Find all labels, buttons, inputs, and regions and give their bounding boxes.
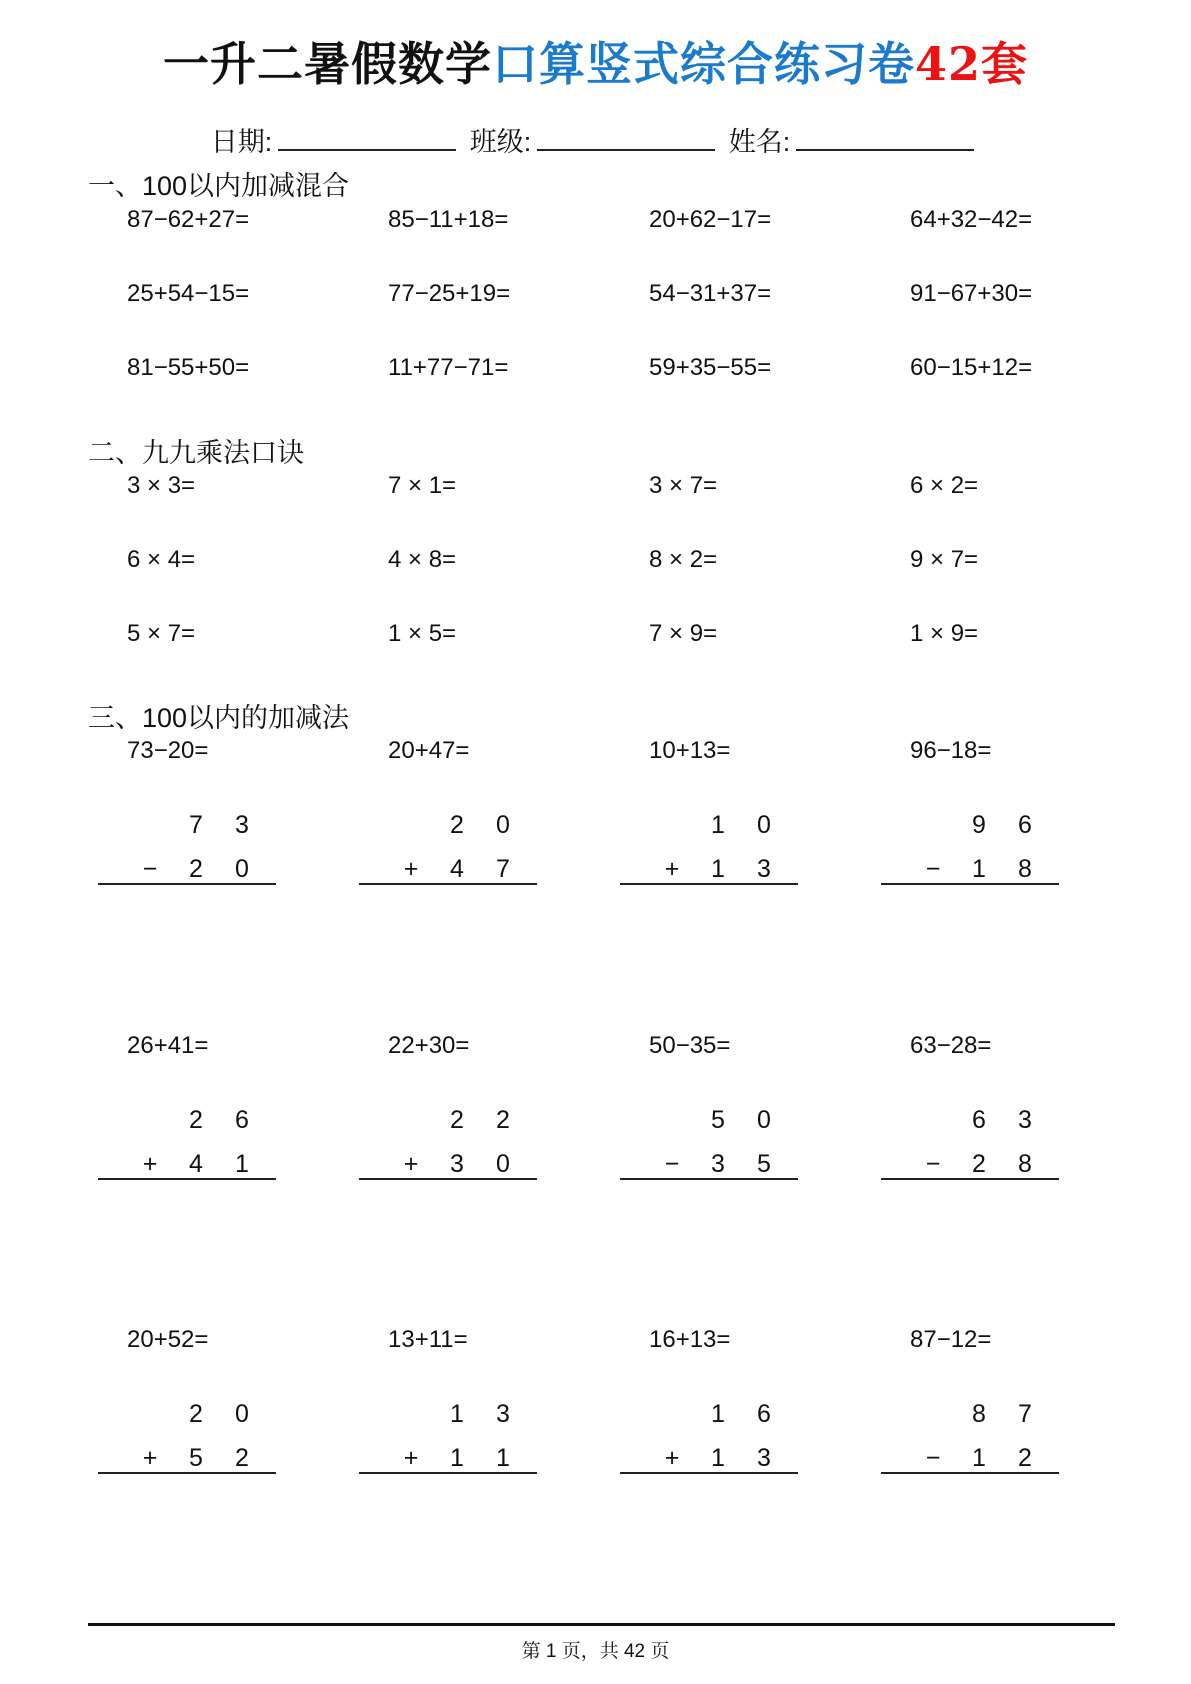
bottom-ones-digit: 3	[757, 1444, 771, 1472]
operator-sign: −	[925, 1444, 941, 1472]
operator-sign: +	[664, 1444, 680, 1472]
section1-title: 一、100以内加减混合	[88, 171, 350, 201]
top-tens-digit: 2	[189, 1400, 203, 1428]
problem-expression: 87−12=	[910, 1326, 992, 1353]
problem-expression: 13+11=	[388, 1326, 468, 1353]
answer-line	[98, 883, 276, 885]
bottom-tens-digit: 3	[711, 1150, 725, 1178]
date-label: 日期:	[210, 127, 273, 157]
problem-item: 7 × 1=	[388, 472, 457, 499]
answer-line	[359, 1472, 537, 1474]
bottom-tens-digit: 4	[450, 855, 464, 883]
bottom-ones-digit: 7	[496, 855, 510, 883]
top-tens-digit: 7	[189, 811, 203, 839]
bottom-ones-digit: 3	[757, 855, 771, 883]
operator-sign: −	[925, 855, 941, 883]
bottom-tens-digit: 5	[189, 1444, 203, 1472]
page-number: 第 1 页，共 42 页	[521, 1641, 670, 1662]
top-tens-digit: 9	[972, 811, 986, 839]
vertical-calculation	[881, 811, 1059, 891]
bottom-ones-digit: 8	[1018, 855, 1032, 883]
answer-line	[620, 883, 798, 885]
operator-sign: +	[142, 1444, 158, 1472]
bottom-tens-digit: 1	[972, 1444, 986, 1472]
bottom-ones-digit: 2	[1018, 1444, 1032, 1472]
problem-item: 6 × 4=	[127, 546, 196, 573]
section3-title: 三、100以内的加减法	[88, 703, 350, 733]
problem-item: 59+35−55=	[649, 354, 772, 381]
problem-expression: 73−20=	[127, 737, 209, 764]
class-label: 班级:	[469, 127, 532, 157]
problem-item: 81−55+50=	[127, 354, 250, 381]
page-title	[0, 28, 1191, 94]
operator-sign: +	[664, 855, 680, 883]
problem-item: 20+62−17=	[649, 206, 772, 233]
top-ones-digit: 3	[235, 811, 249, 839]
problem-item: 91−67+30=	[910, 280, 1033, 307]
bottom-ones-digit: 5	[757, 1150, 771, 1178]
vertical-calculation	[359, 1106, 537, 1186]
bottom-tens-digit: 4	[189, 1150, 203, 1178]
operator-sign: +	[142, 1150, 158, 1178]
problem-expression: 50−35=	[649, 1032, 731, 1059]
student-info-line	[0, 120, 1191, 159]
vertical-calculation	[98, 811, 276, 891]
answer-line	[98, 1472, 276, 1474]
problem-item: 3 × 7=	[649, 472, 718, 499]
bottom-ones-digit: 8	[1018, 1150, 1032, 1178]
problem-expression: 96−18=	[910, 737, 992, 764]
bottom-tens-digit: 1	[972, 855, 986, 883]
problem-item: 9 × 7=	[910, 546, 979, 573]
top-ones-digit: 2	[496, 1106, 510, 1134]
top-ones-digit: 6	[757, 1400, 771, 1428]
vertical-calculation	[620, 1106, 798, 1186]
problem-item: 7 × 9=	[649, 620, 718, 647]
problem-expression: 10+13=	[649, 737, 731, 764]
problem-item: 60−15+12=	[910, 354, 1033, 381]
problem-expression: 26+41=	[127, 1032, 209, 1059]
answer-line	[359, 1178, 537, 1180]
answer-line	[881, 1472, 1059, 1474]
top-ones-digit: 3	[1018, 1106, 1032, 1134]
bottom-ones-digit: 0	[235, 855, 249, 883]
top-tens-digit: 1	[450, 1400, 464, 1428]
vertical-calculation	[359, 1400, 537, 1480]
problem-expression: 22+30=	[388, 1032, 470, 1059]
bottom-tens-digit: 3	[450, 1150, 464, 1178]
operator-sign: +	[403, 1444, 419, 1472]
top-ones-digit: 3	[496, 1400, 510, 1428]
top-ones-digit: 0	[757, 1106, 771, 1134]
top-tens-digit: 8	[972, 1400, 986, 1428]
vertical-calculation	[98, 1400, 276, 1480]
section2-title: 二、九九乘法口诀	[88, 438, 304, 468]
problem-item: 8 × 2=	[649, 546, 718, 573]
title-blue-part: 口算竖式综合练习卷	[491, 37, 915, 91]
vertical-calculation	[620, 1400, 798, 1480]
class-field[interactable]	[537, 125, 715, 151]
problem-expression: 20+52=	[127, 1326, 209, 1353]
vertical-calculation	[881, 1400, 1059, 1480]
problem-item: 11+77−71=	[388, 354, 509, 381]
problem-item: 87−62+27=	[127, 206, 250, 233]
vertical-calculation	[98, 1106, 276, 1186]
top-tens-digit: 2	[450, 811, 464, 839]
bottom-ones-digit: 1	[235, 1150, 249, 1178]
answer-line	[620, 1178, 798, 1180]
problem-expression: 63−28=	[910, 1032, 992, 1059]
problem-item: 1 × 5=	[388, 620, 457, 647]
answer-line	[620, 1472, 798, 1474]
top-tens-digit: 1	[711, 1400, 725, 1428]
bottom-tens-digit: 2	[972, 1150, 986, 1178]
top-ones-digit: 0	[235, 1400, 249, 1428]
problem-item: 54−31+37=	[649, 280, 772, 307]
top-tens-digit: 6	[972, 1106, 986, 1134]
top-ones-digit: 0	[496, 811, 510, 839]
vertical-calculation	[359, 811, 537, 891]
title-black-part: 一升二暑假数学	[162, 37, 492, 91]
answer-line	[881, 1178, 1059, 1180]
top-tens-digit: 1	[711, 811, 725, 839]
title-red-part: 42套	[914, 37, 1028, 91]
bottom-ones-digit: 0	[496, 1150, 510, 1178]
operator-sign: −	[925, 1150, 941, 1178]
date-field[interactable]	[278, 125, 456, 151]
operator-sign: +	[403, 1150, 419, 1178]
bottom-tens-digit: 1	[711, 1444, 725, 1472]
operator-sign: +	[403, 855, 419, 883]
problem-item: 5 × 7=	[127, 620, 196, 647]
problem-item: 64+32−42=	[910, 206, 1033, 233]
bottom-ones-digit: 1	[496, 1444, 510, 1472]
answer-line	[359, 883, 537, 885]
name-field[interactable]	[796, 125, 974, 151]
top-ones-digit: 7	[1018, 1400, 1032, 1428]
name-label: 姓名:	[728, 127, 791, 157]
problem-item: 77−25+19=	[388, 280, 511, 307]
vertical-calculation	[620, 811, 798, 891]
top-ones-digit: 6	[235, 1106, 249, 1134]
problem-item: 4 × 8=	[388, 546, 457, 573]
bottom-tens-digit: 1	[450, 1444, 464, 1472]
vertical-calculation	[881, 1106, 1059, 1186]
top-ones-digit: 6	[1018, 811, 1032, 839]
problem-item: 25+54−15=	[127, 280, 250, 307]
bottom-tens-digit: 2	[189, 855, 203, 883]
footer-divider	[88, 1623, 1115, 1626]
bottom-ones-digit: 2	[235, 1444, 249, 1472]
answer-line	[881, 883, 1059, 885]
top-tens-digit: 5	[711, 1106, 725, 1134]
top-tens-digit: 2	[189, 1106, 203, 1134]
operator-sign: −	[142, 855, 158, 883]
top-tens-digit: 2	[450, 1106, 464, 1134]
operator-sign: −	[664, 1150, 680, 1178]
top-ones-digit: 0	[757, 811, 771, 839]
answer-line	[98, 1178, 276, 1180]
problem-expression: 20+47=	[388, 737, 470, 764]
problem-expression: 16+13=	[649, 1326, 731, 1353]
problem-item: 6 × 2=	[910, 472, 979, 499]
problem-item: 85−11+18=	[388, 206, 509, 233]
bottom-tens-digit: 1	[711, 855, 725, 883]
problem-item: 1 × 9=	[910, 620, 979, 647]
problem-item: 3 × 3=	[127, 472, 196, 499]
